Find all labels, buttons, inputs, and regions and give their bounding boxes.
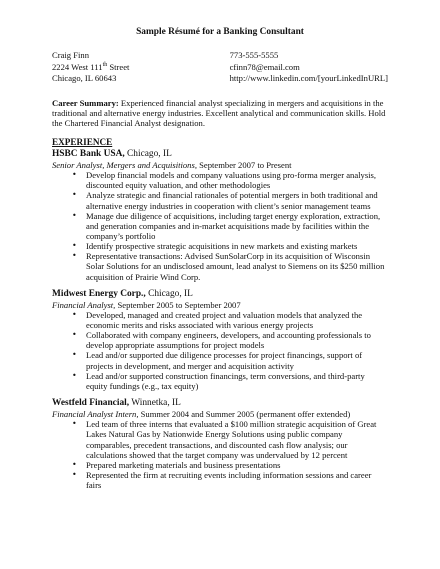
bullet-item: • Led team of three interns that evaluated a $100 million strategic acquisition of Great Lakes Natural Gas by Nationwide Energy Solutions using public company comparables, precedent transactions, and discounted cash flow analysis; our calculations showed that the target company was undervalued by 12 percent <box>76 419 388 460</box>
role-dates: September 2005 to September 2007 <box>115 299 241 310</box>
role-dates: Summer 2004 and Summer 2005 (permanent offer extended) <box>138 409 351 420</box>
company-location: Chicago, IL <box>124 148 172 159</box>
role-dates: September 2007 to Present <box>196 159 292 170</box>
bullet-item: • Lead and/or supported due diligence processes for project financings, support of projects in development, and merger and acquisition activity <box>76 350 388 370</box>
company-name: Westfeld Financial, <box>52 398 130 409</box>
bullet-item: • Identify prospective strategic acquisitions in new markets and existing markets <box>76 241 388 251</box>
company-location: Winnetka, IL <box>129 398 181 409</box>
contact-right <box>230 50 388 85</box>
job-entry <box>52 398 388 490</box>
contact-email[interactable]: cfinn78@email.com <box>229 61 300 72</box>
bullet-item: • Develop financial models and company valuations using pro-forma merger analysis, discounted equity valuation, and other methodologies <box>76 170 388 190</box>
summary-label: Career Summary: <box>52 97 119 108</box>
company-name: HSBC Bank USA, <box>52 148 125 159</box>
bullet-item: • Developed, managed and created project and valuation models that analyzed the economic merits and risks associated with various energy projects <box>76 310 388 330</box>
company-line <box>52 289 388 300</box>
role-title: Senior Analyst, Mergers and Acquisitions, <box>52 159 197 170</box>
bullet-item: • Manage due diligence of acquisitions, including target energy exploration, extraction, and generation companies and in-market acquisitions made by facilities within the company’s portfolio <box>76 211 388 241</box>
contact-name: Craig Finn <box>52 50 90 61</box>
experience-list <box>52 149 388 490</box>
bullet-item: • Lead and/or supported construction financings, term conversions, and third-party equity fundings (e.g., tax equity) <box>76 371 388 391</box>
bullet-item: • Represented the firm at recruiting events including information sessions and career fairs <box>76 470 388 490</box>
contact-city: Chicago, IL 60643 <box>52 73 117 84</box>
job-bullets <box>52 170 388 282</box>
address-suffix: th <box>102 61 108 68</box>
company-line <box>52 149 388 160</box>
role-title: Financial Analyst, <box>52 299 116 310</box>
job-entry <box>52 289 388 391</box>
experience-heading: EXPERIENCE <box>52 137 113 148</box>
role-line <box>52 300 388 310</box>
role-line <box>52 409 388 419</box>
summary-text: Experienced financial analyst specializing in mergers and acquisitions in the traditional and alternative energy industries. Excellent analytical and communication skills. Hold the Chartered Financial Analyst designation. <box>52 97 386 128</box>
page-title: Sample Résumé for a Banking Consultant <box>136 27 304 37</box>
bullet-item: • Prepared marketing materials and business presentations <box>76 460 388 470</box>
role-line <box>52 160 388 170</box>
company-location: Chicago, IL <box>145 288 193 299</box>
contact-header <box>52 50 388 85</box>
bullet-item: • Collaborated with company engineers, developers, and accounting professionals to develop appropriate assumptions for project models <box>76 330 388 350</box>
bullet-item: • Representative transactions: Advised SunSolarCorp in its acquisition of Wisconsin Solar Solutions for an undisclosed amount, lead analyst to Siemens on its $250 million acquisition of Prairie Wind Corp. <box>76 251 388 281</box>
role-title: Financial Analyst Intern, <box>52 409 139 420</box>
address-street: Street <box>107 61 130 72</box>
career-summary <box>52 98 388 128</box>
contact-linkedin[interactable]: http://www.linkedin.com/[yourLinkedInURL] <box>229 73 388 84</box>
contact-phone: 773-555-5555 <box>229 50 279 61</box>
job-bullets <box>52 419 388 490</box>
contact-address <box>52 62 230 74</box>
address-number: 2224 West 111 <box>52 61 103 72</box>
job-entry <box>52 149 388 282</box>
job-bullets <box>52 310 388 391</box>
bullet-item: • Analyze strategic and financial rationales of potential mergers in both traditional and alternative energy industries in cooperation with client’s senior management teams <box>76 190 388 210</box>
company-line <box>52 398 388 409</box>
company-name: Midwest Energy Corp., <box>52 288 146 299</box>
contact-left <box>52 50 230 85</box>
